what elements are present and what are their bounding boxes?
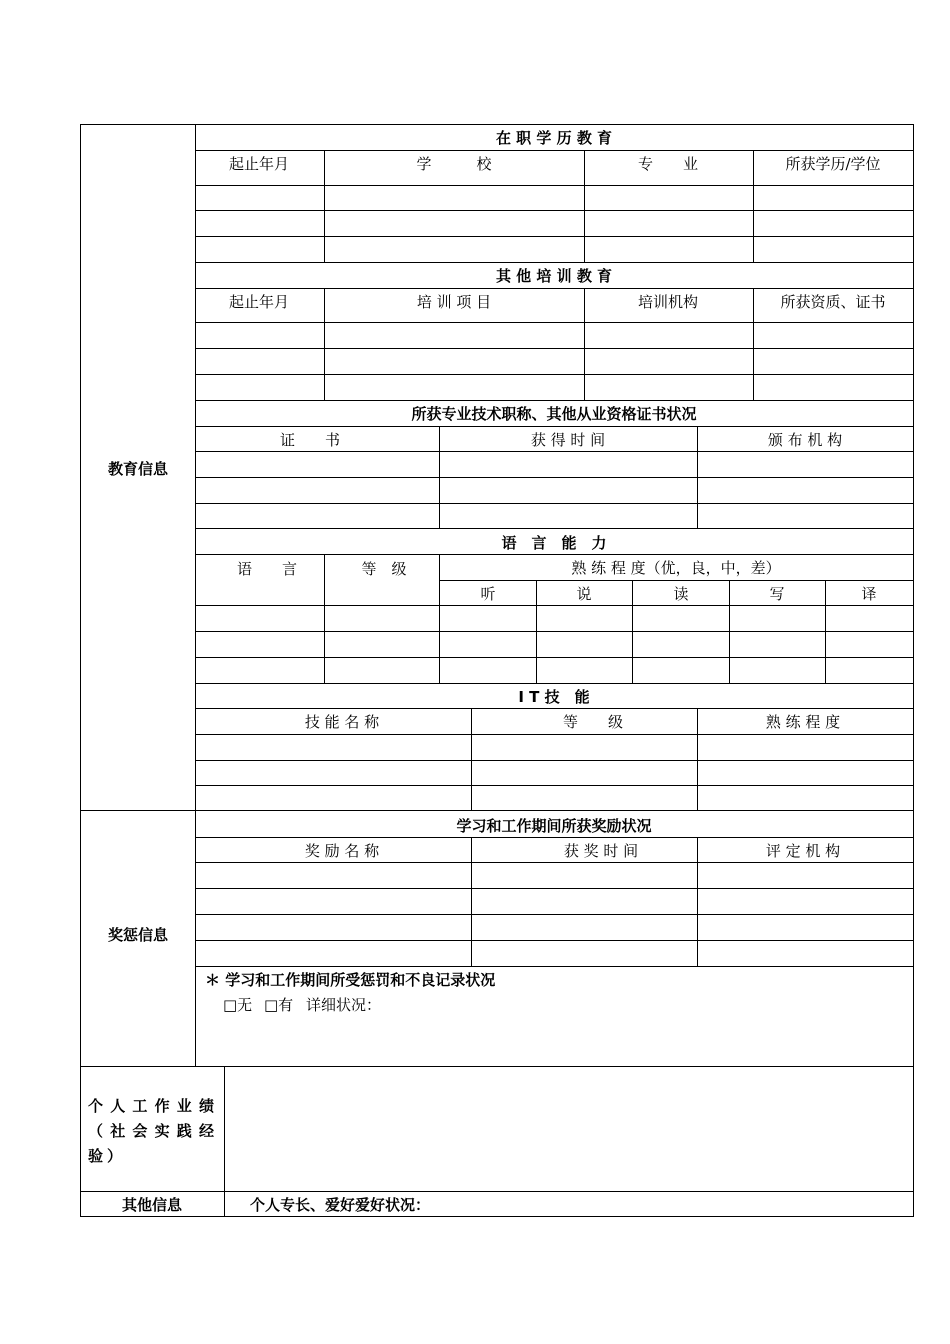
other-info-label: 个人专长、爱好爱好状况：	[250, 1196, 431, 1214]
column-header: 起止年月	[228, 155, 290, 173]
col-line	[729, 580, 730, 683]
row-line	[195, 288, 914, 289]
col-line	[439, 426, 440, 528]
row-line	[195, 734, 914, 735]
column-header: 等 级	[562, 713, 624, 731]
column-header: 专 业	[637, 155, 699, 173]
row-line	[195, 400, 914, 401]
row-line	[195, 708, 914, 709]
col-line	[753, 288, 754, 400]
row-line	[195, 477, 914, 478]
row-line	[195, 236, 914, 237]
col-line	[439, 554, 440, 683]
language-title: 语 言 能 力	[501, 534, 607, 552]
column-header: 技 能 名 称	[304, 713, 380, 731]
row-line	[195, 785, 914, 786]
col-line	[324, 150, 325, 262]
column-header-proficiency: 熟 练 程 度（优，良，中，差）	[571, 559, 781, 577]
row-line	[195, 528, 914, 529]
row-line	[195, 348, 914, 349]
col-line	[632, 580, 633, 683]
row-line	[439, 580, 914, 581]
column-header: 获 奖 时 间	[563, 842, 639, 860]
penalty-option-none[interactable]	[223, 995, 252, 1015]
row-line	[195, 605, 914, 606]
checkbox-none-label: □无	[223, 996, 253, 1014]
row-line	[195, 451, 914, 452]
column-header: 学 校	[416, 155, 492, 173]
col-line	[697, 837, 698, 966]
col-line	[753, 150, 754, 262]
column-header-language: 语 言	[236, 560, 298, 578]
column-header: 培训机构	[637, 293, 699, 311]
row-line	[195, 862, 914, 863]
col-line	[825, 580, 826, 683]
in-service-education-title: 在 职 学 历 教 育	[495, 129, 613, 147]
row-line	[195, 322, 914, 323]
sub-column-write: 写	[769, 585, 785, 603]
label-column-divider	[195, 124, 196, 1066]
penalty-option-yes[interactable]	[264, 995, 293, 1015]
section-divider	[80, 1191, 914, 1192]
row-line	[195, 631, 914, 632]
column-header: 所获资质、证书	[780, 293, 886, 311]
row-line	[195, 426, 914, 427]
row-line	[195, 503, 914, 504]
sub-column-listen: 听	[480, 585, 496, 603]
col-line	[471, 708, 472, 810]
column-header: 起止年月	[228, 293, 290, 311]
section-label-achievements: 个人工作业绩（社会实践经验）	[88, 1097, 218, 1165]
sub-column-read: 读	[673, 585, 689, 603]
section-divider	[80, 1066, 914, 1067]
column-header: 所获学历/学位	[785, 155, 881, 173]
col-line	[324, 288, 325, 400]
col-line	[584, 288, 585, 400]
section-label-other: 其他信息	[121, 1196, 183, 1214]
col-line	[584, 150, 585, 262]
row-line	[195, 657, 914, 658]
column-header: 证 书	[279, 431, 341, 449]
column-header: 获 得 时 间	[530, 431, 606, 449]
row-line	[195, 683, 914, 684]
col-line	[697, 708, 698, 810]
row-line	[195, 150, 914, 151]
it-skills-title: I T 技 能	[518, 688, 590, 706]
row-line	[195, 940, 914, 941]
column-header: 奖 励 名 称	[304, 842, 380, 860]
column-header: 培 训 项 目	[416, 293, 492, 311]
row-line	[195, 374, 914, 375]
table-border	[80, 124, 81, 1216]
section-label-rewards: 奖惩信息	[107, 926, 169, 944]
column-header-level: 等 级	[361, 560, 407, 578]
col-line	[536, 580, 537, 683]
table-border	[80, 1216, 914, 1217]
row-line	[195, 185, 914, 186]
row-line	[195, 888, 914, 889]
penalties-title: ＊ 学习和工作期间所受惩罚和不良记录状况	[205, 971, 496, 989]
col-line	[697, 426, 698, 528]
sub-column-translate: 译	[861, 585, 877, 603]
column-header: 熟 练 程 度	[765, 713, 841, 731]
checkbox-yes-label: □有	[264, 996, 294, 1014]
row-line	[195, 837, 914, 838]
certificates-title: 所获专业技术职称、其他从业资格证书状况	[411, 405, 697, 423]
sub-column-speak: 说	[576, 585, 592, 603]
table-border	[80, 124, 914, 125]
row-line	[195, 262, 914, 263]
section-label-education: 教育信息	[107, 460, 169, 478]
penalty-details-label: 详细状况：	[306, 996, 382, 1014]
label-column-divider	[224, 1066, 225, 1216]
row-line	[195, 554, 914, 555]
row-line	[195, 914, 914, 915]
col-line	[471, 837, 472, 966]
column-header: 评 定 机 构	[765, 842, 841, 860]
row-line	[195, 210, 914, 211]
other-training-title: 其 他 培 训 教 育	[495, 267, 613, 285]
row-line	[195, 966, 914, 967]
column-header: 颁 布 机 构	[767, 431, 843, 449]
awards-title: 学习和工作期间所获奖励状况	[456, 817, 652, 835]
row-line	[195, 760, 914, 761]
section-divider	[80, 810, 914, 811]
achievements-field[interactable]	[226, 1068, 912, 1190]
col-line	[324, 554, 325, 683]
